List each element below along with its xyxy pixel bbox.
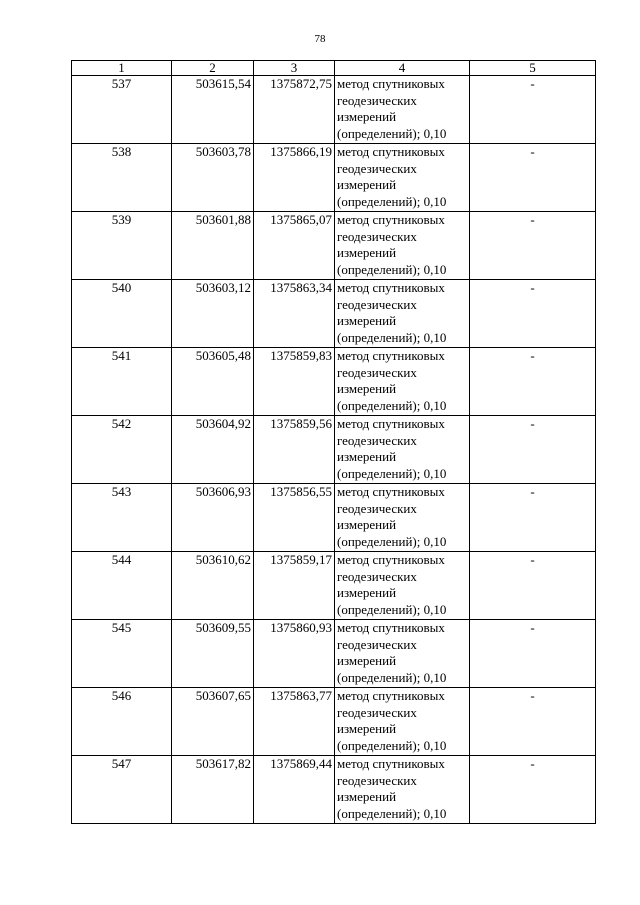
note-cell: - (470, 552, 596, 620)
point-number-cell: 547 (72, 756, 172, 824)
method-cell (335, 552, 470, 620)
point-number-cell: 545 (72, 620, 172, 688)
method-text-line: геодезических (337, 228, 417, 244)
x-coordinate-cell: 503615,54 (172, 76, 254, 144)
method-text-line: метод спутниковых (337, 76, 445, 91)
y-coordinate-cell: 1375872,75 (254, 76, 335, 144)
x-coordinate-cell: 503603,78 (172, 144, 254, 212)
method-text-line: метод спутниковых (337, 484, 445, 499)
note-cell: - (470, 688, 596, 756)
method-text-line: измерений (337, 177, 397, 192)
method-text-line: геодезических (337, 92, 417, 108)
note-cell: - (470, 348, 596, 416)
method-text-line: измерений (337, 789, 397, 804)
method-text-line: метод спутниковых (337, 416, 445, 431)
point-number-cell: 543 (72, 484, 172, 552)
point-number-cell: 537 (72, 76, 172, 144)
method-text-line: метод спутниковых (337, 144, 445, 159)
note-cell: - (470, 484, 596, 552)
table-row (72, 212, 596, 280)
table-row (72, 620, 596, 688)
method-text-line: измерений (337, 381, 397, 396)
y-coordinate-cell: 1375866,19 (254, 144, 335, 212)
point-number-cell: 544 (72, 552, 172, 620)
note-cell: - (470, 620, 596, 688)
method-text-line: (определений); 0,10 (337, 737, 447, 753)
y-coordinate-cell: 1375859,83 (254, 348, 335, 416)
table-row (72, 76, 596, 144)
point-number-cell: 540 (72, 280, 172, 348)
method-text-line: метод спутниковых (337, 756, 445, 771)
coordinates-table (71, 60, 596, 824)
point-number-cell: 538 (72, 144, 172, 212)
point-number-cell: 546 (72, 688, 172, 756)
method-cell (335, 348, 470, 416)
note-cell: - (470, 144, 596, 212)
y-coordinate-cell: 1375863,34 (254, 280, 335, 348)
method-text-line: геодезических (337, 772, 417, 788)
method-cell (335, 144, 470, 212)
x-coordinate-cell: 503617,82 (172, 756, 254, 824)
y-coordinate-cell: 1375856,55 (254, 484, 335, 552)
method-text-line: (определений); 0,10 (337, 125, 447, 141)
table-row (72, 348, 596, 416)
method-text-line: измерений (337, 653, 397, 668)
page-number: 78 (314, 33, 326, 45)
method-text-line: измерений (337, 313, 397, 328)
method-text-line: (определений); 0,10 (337, 805, 447, 821)
table-row (72, 144, 596, 212)
method-text-line: (определений); 0,10 (337, 601, 447, 617)
point-number-cell: 541 (72, 348, 172, 416)
note-cell: - (470, 76, 596, 144)
method-cell (335, 484, 470, 552)
method-text-line: метод спутниковых (337, 552, 445, 567)
x-coordinate-cell: 503604,92 (172, 416, 254, 484)
y-coordinate-cell: 1375863,77 (254, 688, 335, 756)
note-cell: - (470, 212, 596, 280)
x-coordinate-cell: 503605,48 (172, 348, 254, 416)
note-cell: - (470, 280, 596, 348)
table-row (72, 552, 596, 620)
method-text-line: геодезических (337, 704, 417, 720)
x-coordinate-cell: 503607,65 (172, 688, 254, 756)
table-body (72, 76, 596, 824)
point-number-cell: 539 (72, 212, 172, 280)
method-text-line: геодезических (337, 160, 417, 176)
method-text-line: (определений); 0,10 (337, 329, 447, 345)
method-text-line: геодезических (337, 636, 417, 652)
table-row (72, 756, 596, 824)
method-text-line: метод спутниковых (337, 212, 445, 227)
table-row (72, 688, 596, 756)
method-cell (335, 620, 470, 688)
table-header-row (72, 61, 596, 76)
method-text-line: (определений); 0,10 (337, 669, 447, 685)
method-cell (335, 76, 470, 144)
method-text-line: измерений (337, 721, 397, 736)
column-header: 2 (172, 61, 254, 76)
table-row (72, 484, 596, 552)
x-coordinate-cell: 503603,12 (172, 280, 254, 348)
point-number-cell: 542 (72, 416, 172, 484)
method-text-line: измерений (337, 245, 397, 260)
method-cell (335, 212, 470, 280)
method-text-line: геодезических (337, 296, 417, 312)
y-coordinate-cell: 1375859,56 (254, 416, 335, 484)
method-text-line: измерений (337, 585, 397, 600)
method-text-line: (определений); 0,10 (337, 261, 447, 277)
method-text-line: метод спутниковых (337, 280, 445, 295)
x-coordinate-cell: 503606,93 (172, 484, 254, 552)
method-text-line: (определений); 0,10 (337, 193, 447, 209)
y-coordinate-cell: 1375865,07 (254, 212, 335, 280)
method-cell (335, 416, 470, 484)
method-text-line: метод спутниковых (337, 348, 445, 363)
table-row (72, 280, 596, 348)
x-coordinate-cell: 503610,62 (172, 552, 254, 620)
method-text-line: измерений (337, 449, 397, 464)
method-text-line: геодезических (337, 568, 417, 584)
method-text-line: метод спутниковых (337, 688, 445, 703)
y-coordinate-cell: 1375869,44 (254, 756, 335, 824)
y-coordinate-cell: 1375860,93 (254, 620, 335, 688)
method-text-line: геодезических (337, 364, 417, 380)
method-text-line: (определений); 0,10 (337, 397, 447, 413)
note-cell: - (470, 416, 596, 484)
method-text-line: геодезических (337, 500, 417, 516)
column-header: 3 (254, 61, 335, 76)
note-cell: - (470, 756, 596, 824)
column-header: 1 (72, 61, 172, 76)
method-text-line: измерений (337, 517, 397, 532)
method-cell (335, 756, 470, 824)
method-text-line: измерений (337, 109, 397, 124)
column-header: 5 (470, 61, 596, 76)
method-cell (335, 280, 470, 348)
method-text-line: метод спутниковых (337, 620, 445, 635)
method-text-line: (определений); 0,10 (337, 533, 447, 549)
x-coordinate-cell: 503601,88 (172, 212, 254, 280)
method-text-line: (определений); 0,10 (337, 465, 447, 481)
column-header: 4 (335, 61, 470, 76)
table-row (72, 416, 596, 484)
method-cell (335, 688, 470, 756)
y-coordinate-cell: 1375859,17 (254, 552, 335, 620)
x-coordinate-cell: 503609,55 (172, 620, 254, 688)
method-text-line: геодезических (337, 432, 417, 448)
